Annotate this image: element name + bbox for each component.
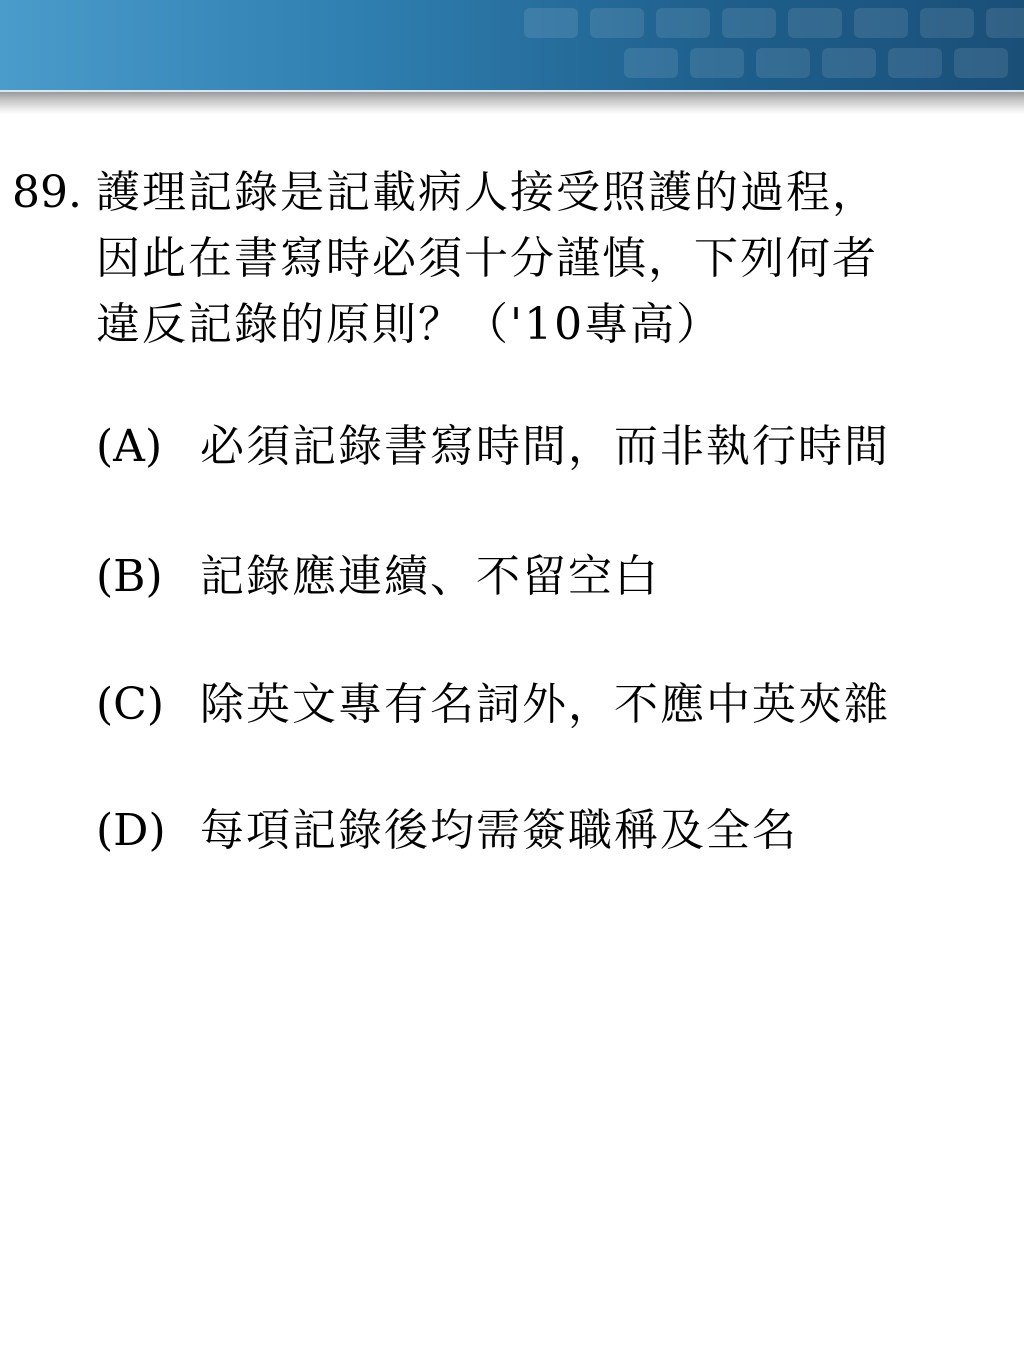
option-b-text: 記錄應連續、不留空白 [200,551,660,602]
option-d [96,798,798,864]
option-c-text: 除英文專有名詞外，不應中英夾雜 [200,679,890,730]
option-c [96,672,890,738]
option-a [96,414,890,480]
question-text-line-1: 護理記錄是記載病人接受照護的過程， [96,167,878,218]
question-number: 89. [12,167,82,218]
option-d-text: 每項記錄後均需簽職稱及全名 [200,805,798,856]
header-shadow [0,92,1024,114]
header-banner [0,0,1024,92]
question-text-line-3: 違反記錄的原則？（'10專高） [96,299,723,350]
header-tile-pattern [504,0,1024,92]
option-d-label: (D) [96,805,166,856]
option-c-label: (C) [96,679,164,730]
option-b [96,544,660,610]
option-b-label: (B) [96,551,163,602]
option-a-label: (A) [96,421,163,472]
option-a-text: 必須記錄書寫時間，而非執行時間 [200,421,890,472]
question-text-line-2: 因此在書寫時必須十分謹慎，下列何者 [96,233,878,284]
